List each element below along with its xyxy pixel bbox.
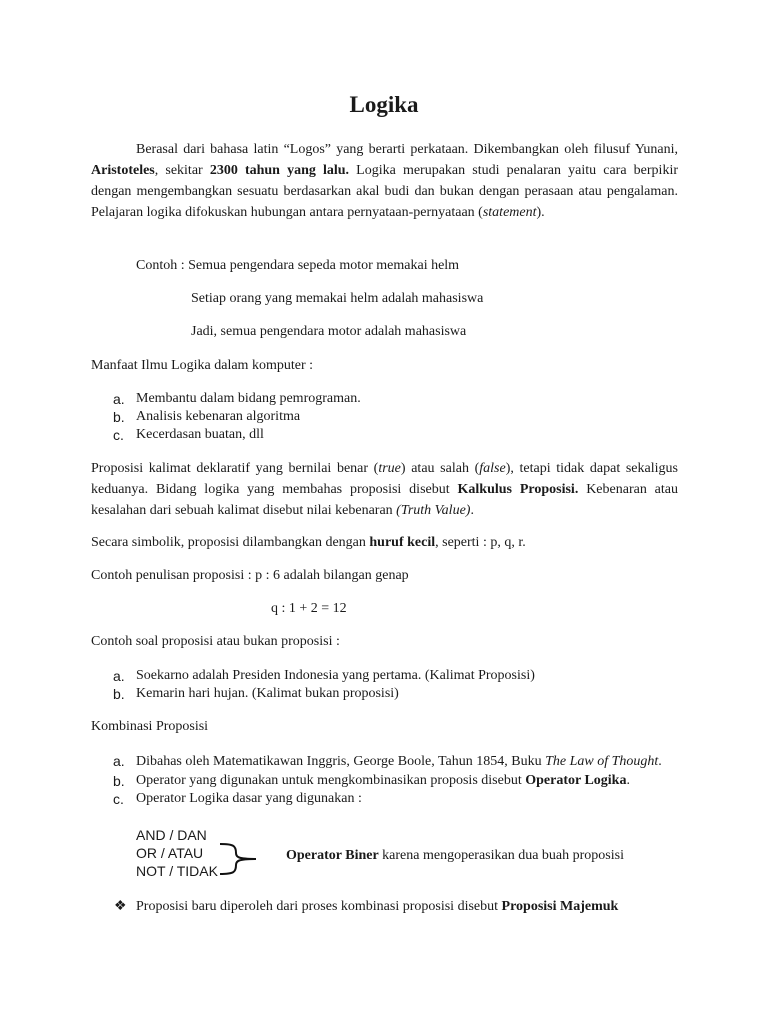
example-line-3: Jadi, semua pengendara motor adalah mahasiswa xyxy=(191,324,467,339)
manfaat-list xyxy=(91,390,681,444)
brace-icon xyxy=(216,842,260,876)
list-item: c. Kecerdasan buatan, dll xyxy=(113,427,264,443)
list-item: c. Operator Logika dasar yang digunakan : xyxy=(113,791,362,807)
example-line-1: Contoh : Semua pengendara sepeda motor memakai helm xyxy=(136,258,460,273)
example-line-2: Setiap orang yang memakai helm adalah mahasiswa xyxy=(191,291,484,306)
intro-paragraph: Berasal dari bahasa latin “Logos” yang berarti perkataan. Dikembangkan oleh filusuf Yunani, Aristoteles, sekitar 2300 tahun yang lalu. Logika merupakan studi penalaran yaitu cara berpikir dengan mengembangkan sesuatu berdasarkan akal budi dan bukan dengan perasaan atau pengalaman. Pelajaran logika difokuskan hubungan antara pernyataan-pernyataan (statement). xyxy=(91,142,678,220)
proposisi-paragraph: Proposisi kalimat deklaratif yang bernilai benar (true) atau salah (false), tetapi tidak dapat sekaligus keduanya. Bidang logika yang membahas proposisi disebut Kalkulus Proposisi. Kebenaran atau kesalahan dari sebuah kalimat disebut nilai kebenaran (Truth Value). xyxy=(91,461,679,518)
diamond-bullet-icon: ❖ xyxy=(114,899,127,914)
kombinasi-heading: Kombinasi Proposisi xyxy=(91,719,209,734)
kombinasi-list xyxy=(91,751,681,808)
list-item: a. Membantu dalam bidang pemrograman. xyxy=(113,391,361,407)
page-title: Logika xyxy=(349,92,419,117)
penulisan-line-2: q : 1 + 2 = 12 xyxy=(271,601,347,616)
soal-list xyxy=(91,667,681,703)
operator-not: NOT / TIDAK xyxy=(136,863,218,879)
list-item: a. Soekarno adalah Presiden Indonesia yang pertama. (Kalimat Proposisi) xyxy=(113,668,535,684)
list-item: a. Dibahas oleh Matematikawan Inggris, George Boole, Tahun 1854, Buku The Law of Thought. xyxy=(113,753,662,769)
final-bullet: ❖ Proposisi baru diperoleh dari proses kombinasi proposisi disebut Proposisi Majemuk xyxy=(114,899,619,914)
operator-biner-note: Operator Biner karena mengoperasikan dua buah proposisi xyxy=(286,848,624,863)
list-item: b. Analisis kebenaran algoritma xyxy=(113,409,301,425)
list-item: b. Operator yang digunakan untuk mengkombinasikan proposis disebut Operator Logika. xyxy=(113,773,630,789)
soal-heading: Contoh soal proposisi atau bukan proposisi : xyxy=(91,634,340,649)
operator-and: AND / DAN xyxy=(136,827,207,843)
list-item: b. Kemarin hari hujan. (Kalimat bukan proposisi) xyxy=(113,686,399,702)
penulisan-line-1: Contoh penulisan proposisi : p : 6 adalah bilangan genap xyxy=(91,568,409,583)
manfaat-heading: Manfaat Ilmu Logika dalam komputer : xyxy=(91,358,313,373)
simbolik-line: Secara simbolik, proposisi dilambangkan dengan huruf kecil, seperti : p, q, r. xyxy=(91,535,526,550)
operator-or: OR / ATAU xyxy=(136,845,204,861)
